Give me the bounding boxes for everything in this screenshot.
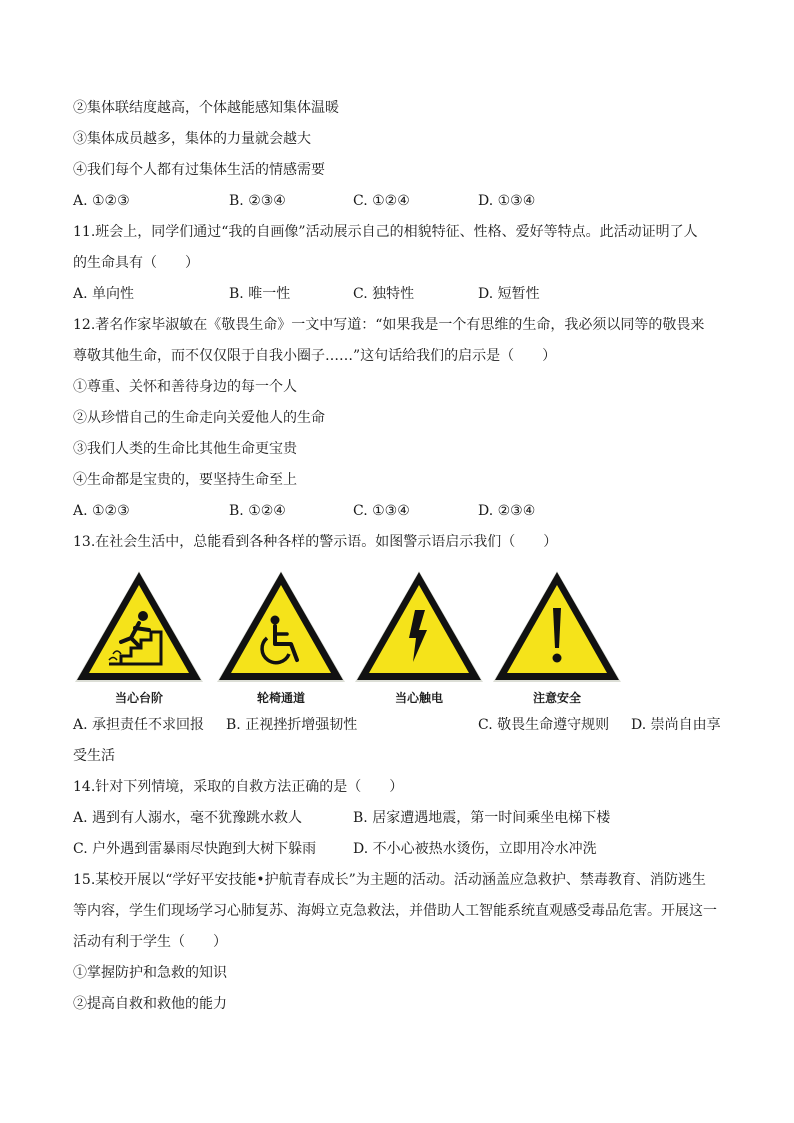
warning-signs-figure xyxy=(73,568,633,705)
q14-option-a[interactable]: A. 遇到有人溺水，毫不犹豫跳水救人 xyxy=(73,810,303,826)
sign-wheelchair-access xyxy=(215,568,347,705)
q12-option-d[interactable]: D. ②③④ xyxy=(478,503,536,519)
q13-option-d[interactable]: D. 崇尚自由享 xyxy=(631,717,721,733)
q10-option-c[interactable]: C. ①②④ xyxy=(353,193,410,209)
q10-statement-2: ②集体联结度越高，个体越能感知集体温暖 xyxy=(73,100,339,116)
sign-watch-steps xyxy=(73,568,205,705)
sign-caption: 当心触电 xyxy=(394,691,443,705)
electric-shock-icon xyxy=(353,568,485,686)
q11-option-b[interactable]: B. 唯一性 xyxy=(229,286,291,302)
q12-statement-3: ③我们人类的生命比其他生命更宝贵 xyxy=(73,441,297,457)
sign-caption: 当心台阶 xyxy=(114,691,163,705)
q11-option-c[interactable]: C. 独特性 xyxy=(353,286,415,302)
q12-stem-line1: 12.著名作家毕淑敏在《敬畏生命》一文中写道：“如果我是一个有思维的生命，我必须以同等的敬畏来 xyxy=(73,317,705,333)
q15-statement-1: ①掌握防护和急救的知识 xyxy=(73,965,227,981)
q10-option-b[interactable]: B. ②③④ xyxy=(229,193,286,209)
q13-option-b[interactable]: B. 正视挫折增强韧性 xyxy=(226,717,358,733)
q12-option-a[interactable]: A. ①②③ xyxy=(73,503,130,519)
q13-stem: 13.在社会生活中，总能看到各种各样的警示语。如图警示语启示我们（ ） xyxy=(73,534,558,550)
q15-stem-line2: 等内容，学生们现场学习心肺复苏、海姆立克急救法，并借助人工智能系统直观感受毒品危害。开展这一 xyxy=(73,903,717,919)
q10-statement-3: ③集体成员越多，集体的力量就会越大 xyxy=(73,131,311,147)
sign-caption: 轮椅通道 xyxy=(256,691,305,705)
wheelchair-icon xyxy=(215,568,347,686)
q13-option-d-wrap: 受生活 xyxy=(73,748,115,764)
q15-stem-line1: 15.某校开展以“学好平安技能•护航青春成长”为主题的活动。活动涵盖应急救护、禁毒教育、消防逃生 xyxy=(73,872,706,888)
slip-stairs-icon xyxy=(73,568,205,686)
q14-stem: 14.针对下列情境，采取的自救方法正确的是（ ） xyxy=(73,779,404,795)
q11-stem-line2: 的生命具有（ ） xyxy=(73,255,199,271)
q14-option-b[interactable]: B. 居家遭遇地震，第一时间乘坐电梯下楼 xyxy=(353,810,611,826)
q13-option-c[interactable]: C. 敬畏生命遵守规则 xyxy=(478,717,610,733)
q12-option-b[interactable]: B. ①②④ xyxy=(229,503,286,519)
q15-stem-line3: 活动有利于学生（ ） xyxy=(73,934,227,950)
q11-stem-line1: 11.班会上，同学们通过“我的自画像”活动展示自己的相貌特征、性格、爱好等特点。此活动证明了人 xyxy=(73,224,698,240)
q14-option-c[interactable]: C. 户外遇到雷暴雨尽快跑到大树下躲雨 xyxy=(73,841,317,857)
q12-option-c[interactable]: C. ①③④ xyxy=(353,503,410,519)
q10-option-d[interactable]: D. ①③④ xyxy=(478,193,536,209)
q13-option-a[interactable]: A. 承担责任不求回报 xyxy=(73,717,205,733)
q10-statement-4: ④我们每个人都有过集体生活的情感需要 xyxy=(73,162,325,178)
sign-attention-safety xyxy=(491,568,623,705)
q12-statement-2: ②从珍惜自己的生命走向关爱他人的生命 xyxy=(73,410,325,426)
sign-caption: 注意安全 xyxy=(532,691,581,705)
q10-option-a[interactable]: A. ①②③ xyxy=(73,193,130,209)
q11-option-d[interactable]: D. 短暂性 xyxy=(478,286,540,302)
q12-statement-4: ④生命都是宝贵的，要坚持生命至上 xyxy=(73,472,297,488)
q12-stem-line2: 尊敬其他生命，而不仅仅限于自我小圈子……”这句话给我们的启示是（ ） xyxy=(73,348,557,364)
q11-option-a[interactable]: A. 单向性 xyxy=(73,286,135,302)
sign-electric-shock xyxy=(353,568,485,705)
q14-option-d[interactable]: D. 不小心被热水烫伤，立即用冷水冲洗 xyxy=(353,841,597,857)
q12-statement-1: ①尊重、关怀和善待身边的每一个人 xyxy=(73,379,297,395)
q15-statement-2: ②提高自救和救他的能力 xyxy=(73,996,227,1012)
exclamation-icon xyxy=(491,568,623,686)
